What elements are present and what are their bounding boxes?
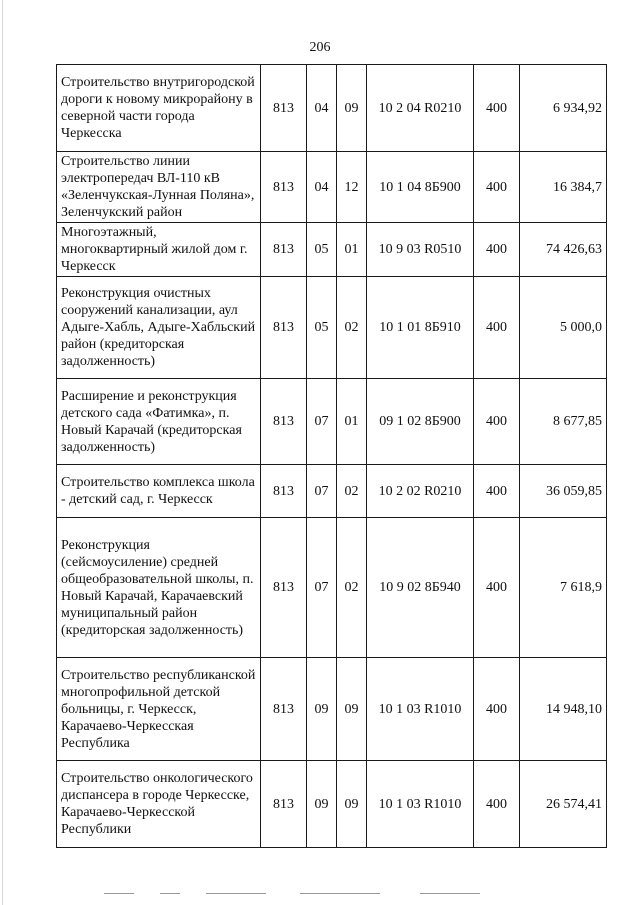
object-name-cell: Строительство республиканской многопрофильной детской больницы, г. Черкесск, Карачаево-Черкесская Республика [57, 658, 261, 761]
section-code-cell: 07 [307, 518, 337, 658]
target-article-cell: 10 1 01 8Б910 [367, 277, 474, 379]
subsection-code-cell: 02 [337, 518, 367, 658]
object-name-cell: Строительство линии электропередач ВЛ-110 кВ «Зеленчукская-Лунная Поляна», Зеленчукский район [57, 152, 261, 223]
scan-artifact-line [420, 893, 480, 894]
target-article-cell: 10 9 03 R0510 [367, 223, 474, 277]
scan-artifact-line [206, 893, 266, 894]
scan-edge-line [2, 0, 3, 905]
target-article-cell: 10 9 02 8Б940 [367, 518, 474, 658]
target-article-cell: 10 2 02 R0210 [367, 465, 474, 518]
target-article-cell: 10 1 03 R1010 [367, 658, 474, 761]
object-name-cell: Реконструкция очистных сооружений канализации, аул Адыге-Хабль, Адыге-Хабльский район (кредиторская задолженность) [57, 277, 261, 379]
section-code-cell: 04 [307, 152, 337, 223]
section-code-cell: 07 [307, 465, 337, 518]
subsection-code-cell: 09 [337, 658, 367, 761]
subsection-code-cell: 01 [337, 223, 367, 277]
table-row [57, 277, 607, 379]
section-code-cell: 09 [307, 658, 337, 761]
subsection-code-cell: 09 [337, 65, 367, 152]
amount-cell: 8 677,85 [520, 379, 607, 465]
expense-type-cell: 400 [474, 277, 520, 379]
table-row [57, 658, 607, 761]
table-row [57, 761, 607, 848]
expense-type-cell: 400 [474, 379, 520, 465]
table-row [57, 518, 607, 658]
subsection-code-cell: 02 [337, 277, 367, 379]
expense-type-cell: 400 [474, 465, 520, 518]
object-name-cell: Строительство комплекса школа - детский сад, г. Черкесск [57, 465, 261, 518]
object-name-cell: Расширение и реконструкция детского сада «Фатимка», п. Новый Карачай (кредиторская задолженность) [57, 379, 261, 465]
ministry-code-cell: 813 [261, 223, 307, 277]
table-row [57, 152, 607, 223]
expense-type-cell: 400 [474, 761, 520, 848]
scan-artifact-line [160, 893, 180, 894]
ministry-code-cell: 813 [261, 658, 307, 761]
ministry-code-cell: 813 [261, 65, 307, 152]
subsection-code-cell: 09 [337, 761, 367, 848]
section-code-cell: 09 [307, 761, 337, 848]
amount-cell: 5 000,0 [520, 277, 607, 379]
ministry-code-cell: 813 [261, 465, 307, 518]
subsection-code-cell: 12 [337, 152, 367, 223]
scan-artifact-line [104, 893, 134, 894]
subsection-code-cell: 02 [337, 465, 367, 518]
section-code-cell: 05 [307, 277, 337, 379]
amount-cell: 6 934,92 [520, 65, 607, 152]
object-name-cell: Строительство онкологического диспансера в городе Черкесске, Карачаево-Черкесской Республики [57, 761, 261, 848]
amount-cell: 36 059,85 [520, 465, 607, 518]
amount-cell: 26 574,41 [520, 761, 607, 848]
page-number: 206 [309, 40, 331, 55]
ministry-code-cell: 813 [261, 761, 307, 848]
amount-cell: 74 426,63 [520, 223, 607, 277]
table-row [57, 65, 607, 152]
amount-cell: 14 948,10 [520, 658, 607, 761]
expense-type-cell: 400 [474, 518, 520, 658]
ministry-code-cell: 813 [261, 152, 307, 223]
expense-type-cell: 400 [474, 152, 520, 223]
object-name-cell: Многоэтажный, многоквартирный жилой дом г. Черкесск [57, 223, 261, 277]
budget-table [56, 64, 607, 848]
target-article-cell: 10 1 04 8Б900 [367, 152, 474, 223]
ministry-code-cell: 813 [261, 518, 307, 658]
object-name-cell: Строительство внутригородской дороги к новому микрорайону в северной части города Черкесска [57, 65, 261, 152]
budget-table-body [57, 65, 607, 848]
expense-type-cell: 400 [474, 223, 520, 277]
ministry-code-cell: 813 [261, 379, 307, 465]
section-code-cell: 07 [307, 379, 337, 465]
expense-type-cell: 400 [474, 65, 520, 152]
target-article-cell: 10 2 04 R0210 [367, 65, 474, 152]
table-row [57, 465, 607, 518]
target-article-cell: 09 1 02 8Б900 [367, 379, 474, 465]
scan-artifact-line [300, 893, 380, 894]
target-article-cell: 10 1 03 R1010 [367, 761, 474, 848]
amount-cell: 16 384,7 [520, 152, 607, 223]
section-code-cell: 05 [307, 223, 337, 277]
section-code-cell: 04 [307, 65, 337, 152]
ministry-code-cell: 813 [261, 277, 307, 379]
amount-cell: 7 618,9 [520, 518, 607, 658]
expense-type-cell: 400 [474, 658, 520, 761]
table-row [57, 379, 607, 465]
object-name-cell: Реконструкция (сейсмоусиление) средней общеобразовательной школы, п. Новый Карачай, Карачаевский муниципальный район (кредиторская задолженность) [57, 518, 261, 658]
subsection-code-cell: 01 [337, 379, 367, 465]
table-row [57, 223, 607, 277]
